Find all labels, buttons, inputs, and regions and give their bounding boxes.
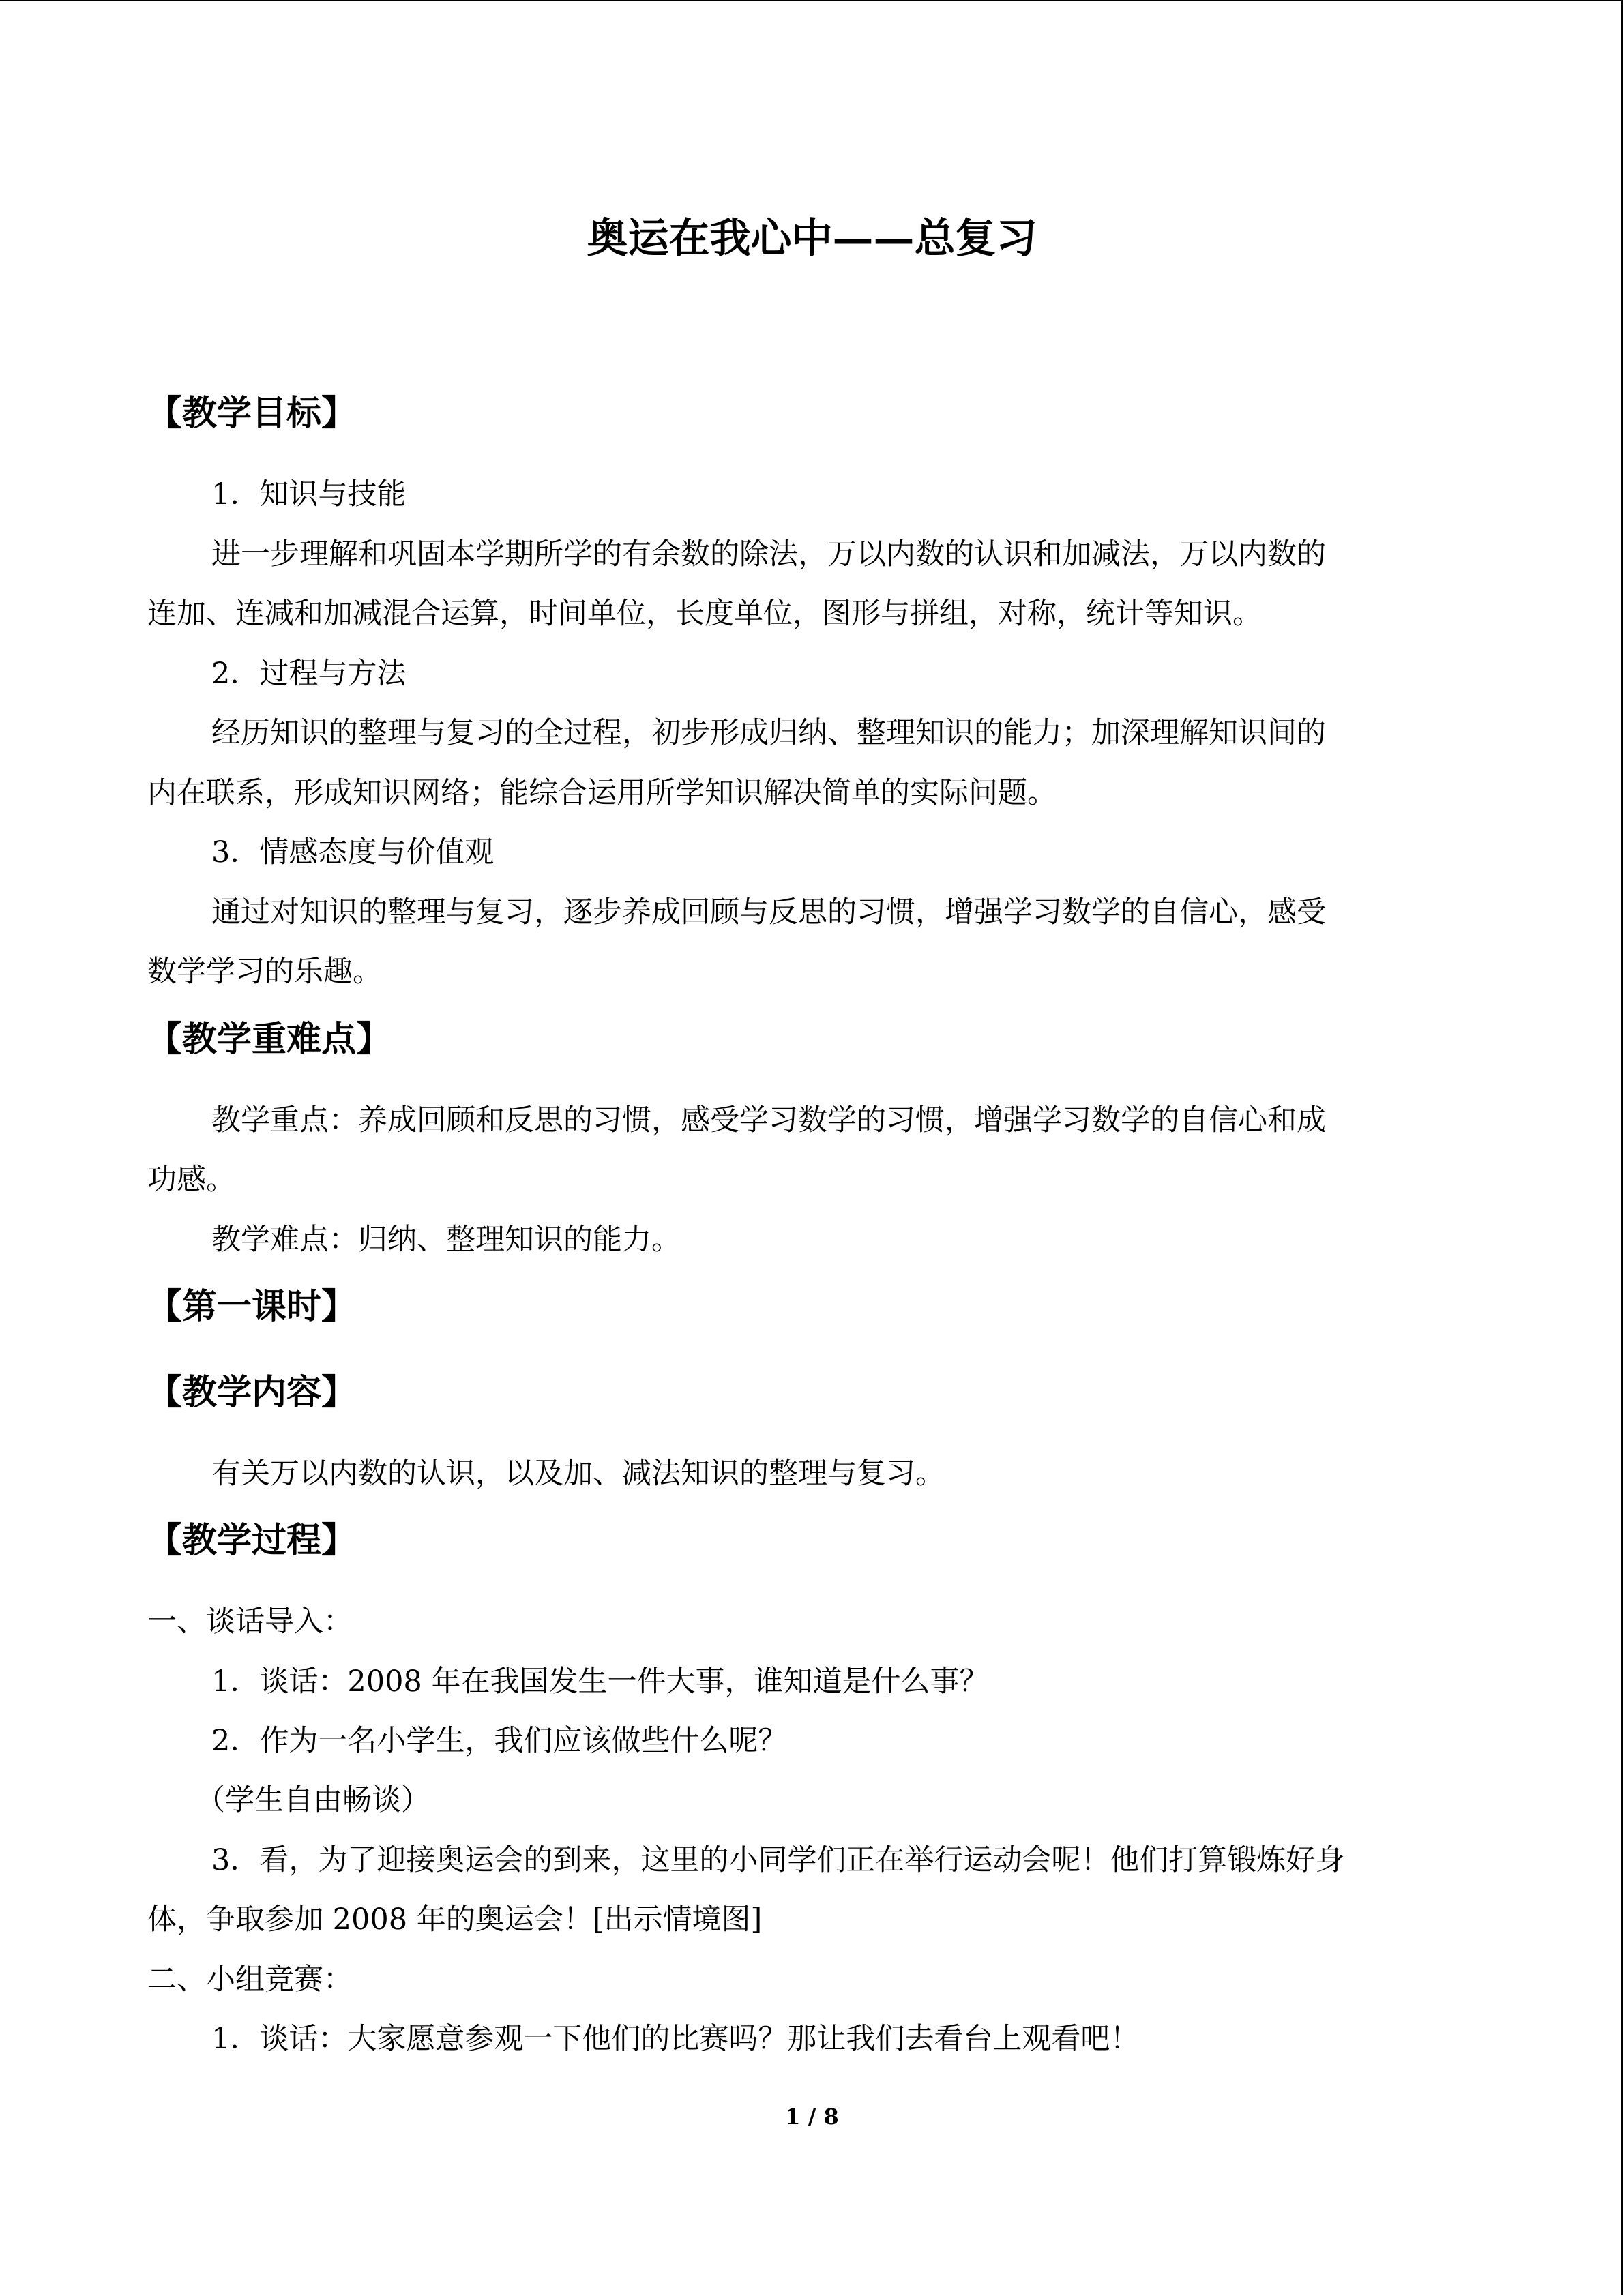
page-number: 1 / 8 — [785, 2104, 839, 2130]
process-part-1-item-3-cont: 体，争取参加 2008 年的奥运会！[出示情境图] — [147, 1903, 763, 1937]
document-title: 奥运在我心中——总复习 — [587, 215, 1037, 263]
process-part-1-item-1: 1．谈话：2008 年在我国发生一件大事，谁知道是什么事？ — [211, 1665, 989, 1699]
process-part-1-note: （学生自由畅谈） — [196, 1783, 430, 1817]
heading-lesson-1: 【第一课时】 — [147, 1287, 357, 1327]
objective-item-3-text-cont: 数学学习的乐趣。 — [147, 955, 382, 989]
heading-process: 【教学过程】 — [147, 1521, 357, 1561]
heading-key-points: 【教学重难点】 — [147, 1019, 392, 1060]
key-point-focus-cont: 功感。 — [147, 1163, 235, 1197]
objective-item-1-text-cont: 连加、连减和加减混合运算，时间单位，长度单位，图形与拼组，对称，统计等知识。 — [147, 597, 1262, 631]
objective-item-2-text: 经历知识的整理与复习的全过程，初步形成归纳、整理知识的能力；加深理解知识间的 — [211, 716, 1326, 750]
heading-content: 【教学内容】 — [147, 1373, 357, 1413]
objective-item-2: 2．过程与方法 — [211, 657, 407, 691]
content-text: 有关万以内数的认识，以及加、减法知识的整理与复习。 — [211, 1457, 945, 1491]
objective-item-1: 1．知识与技能 — [211, 477, 407, 511]
process-part-1-item-3: 3．看，为了迎接奥运会的到来，这里的小同学们正在举行运动会呢！他们打算锻炼好身 — [211, 1843, 1345, 1877]
key-point-difficulty: 教学难点：归纳、整理知识的能力。 — [211, 1223, 681, 1257]
objective-item-2-text-cont: 内在联系，形成知识网络；能综合运用所学知识解决简单的实际问题。 — [147, 776, 1057, 810]
process-part-1-item-2: 2．作为一名小学生，我们应该做些什么呢？ — [211, 1724, 788, 1758]
objective-item-3: 3．情感态度与价值观 — [211, 835, 494, 869]
process-part-2-item-1: 1．谈话：大家愿意参观一下他们的比赛吗？那让我们去看台上观看吧！ — [211, 2022, 1140, 2056]
objective-item-3-text: 通过对知识的整理与复习，逐步养成回顾与反思的习惯，增强学习数学的自信心，感受 — [211, 895, 1326, 929]
objective-item-1-text: 进一步理解和巩固本学期所学的有余数的除法，万以内数的认识和加减法，万以内数的 — [211, 537, 1326, 571]
process-part-2: 二、小组竞赛： — [147, 1963, 353, 1997]
key-point-focus: 教学重点：养成回顾和反思的习惯，感受学习数学的习惯，增强学习数学的自信心和成 — [211, 1103, 1326, 1137]
process-part-1: 一、谈话导入： — [147, 1605, 353, 1639]
heading-objectives: 【教学目标】 — [147, 393, 357, 434]
